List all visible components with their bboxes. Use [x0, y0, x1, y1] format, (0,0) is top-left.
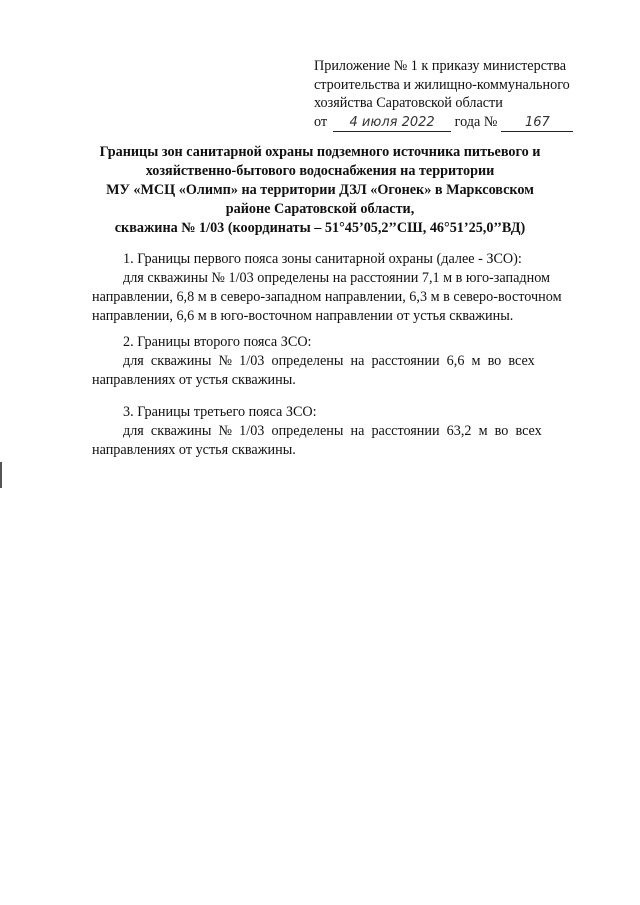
section-line: направлении, 6,6 м в юго-восточном направлении от устья скважины.	[92, 308, 514, 324]
title-line-4: районе Саратовской области,	[225, 201, 415, 217]
section-line: для скважины № 1/03 определены на расстоянии 63,2 м во всех	[123, 423, 542, 439]
section-third-belt	[92, 403, 590, 460]
handwritten-number: 167	[501, 115, 573, 132]
appendix-date-line	[314, 113, 614, 132]
section-line: направлении, 6,8 м в северо-западном направлении, 6,3 м в северо-восточном	[92, 289, 562, 305]
section-second-belt	[92, 333, 590, 390]
section-heading: 3. Границы третьего пояса ЗСО:	[123, 404, 317, 420]
appendix-line-1: Приложение № 1 к приказу министерства	[314, 58, 567, 74]
title-line-3: МУ «МСЦ «Олимп» на территории ДЗЛ «Огонек» в Марксовском	[106, 182, 534, 198]
section-line: для скважины № 1/03 определены на расстоянии 6,6 м во всех	[123, 353, 535, 369]
appendix-header	[314, 57, 614, 132]
title-line-5: скважина № 1/03 (координаты – 51°45’05,2’’СШ, 46°51’25,0’’ВД)	[114, 220, 526, 236]
scan-edge-mark	[0, 462, 2, 488]
from-label: от	[314, 113, 328, 130]
section-heading: 2. Границы второго пояса ЗСО:	[123, 334, 312, 350]
handwritten-date: 4 июля 2022	[333, 115, 451, 132]
section-line: направлениях от устья скважины.	[92, 372, 296, 388]
title-line-1: Границы зон санитарной охраны подземного источника питьевого и	[99, 144, 541, 160]
title-line-2: хозяйственно-бытового водоснабжения на территории	[145, 163, 495, 179]
appendix-line-2: строительства и жилищно-коммунального	[314, 76, 570, 93]
section-heading: 1. Границы первого пояса зоны санитарной охраны (далее - ЗСО):	[123, 251, 522, 267]
document-title	[70, 143, 570, 238]
number-label: года №	[454, 113, 498, 130]
section-line: для скважины № 1/03 определены на расстоянии 7,1 м в юго-западном	[123, 270, 551, 286]
section-first-belt	[92, 250, 590, 326]
section-line: направлениях от устья скважины.	[92, 442, 296, 458]
appendix-line-3: хозяйства Саратовской области	[314, 95, 503, 111]
